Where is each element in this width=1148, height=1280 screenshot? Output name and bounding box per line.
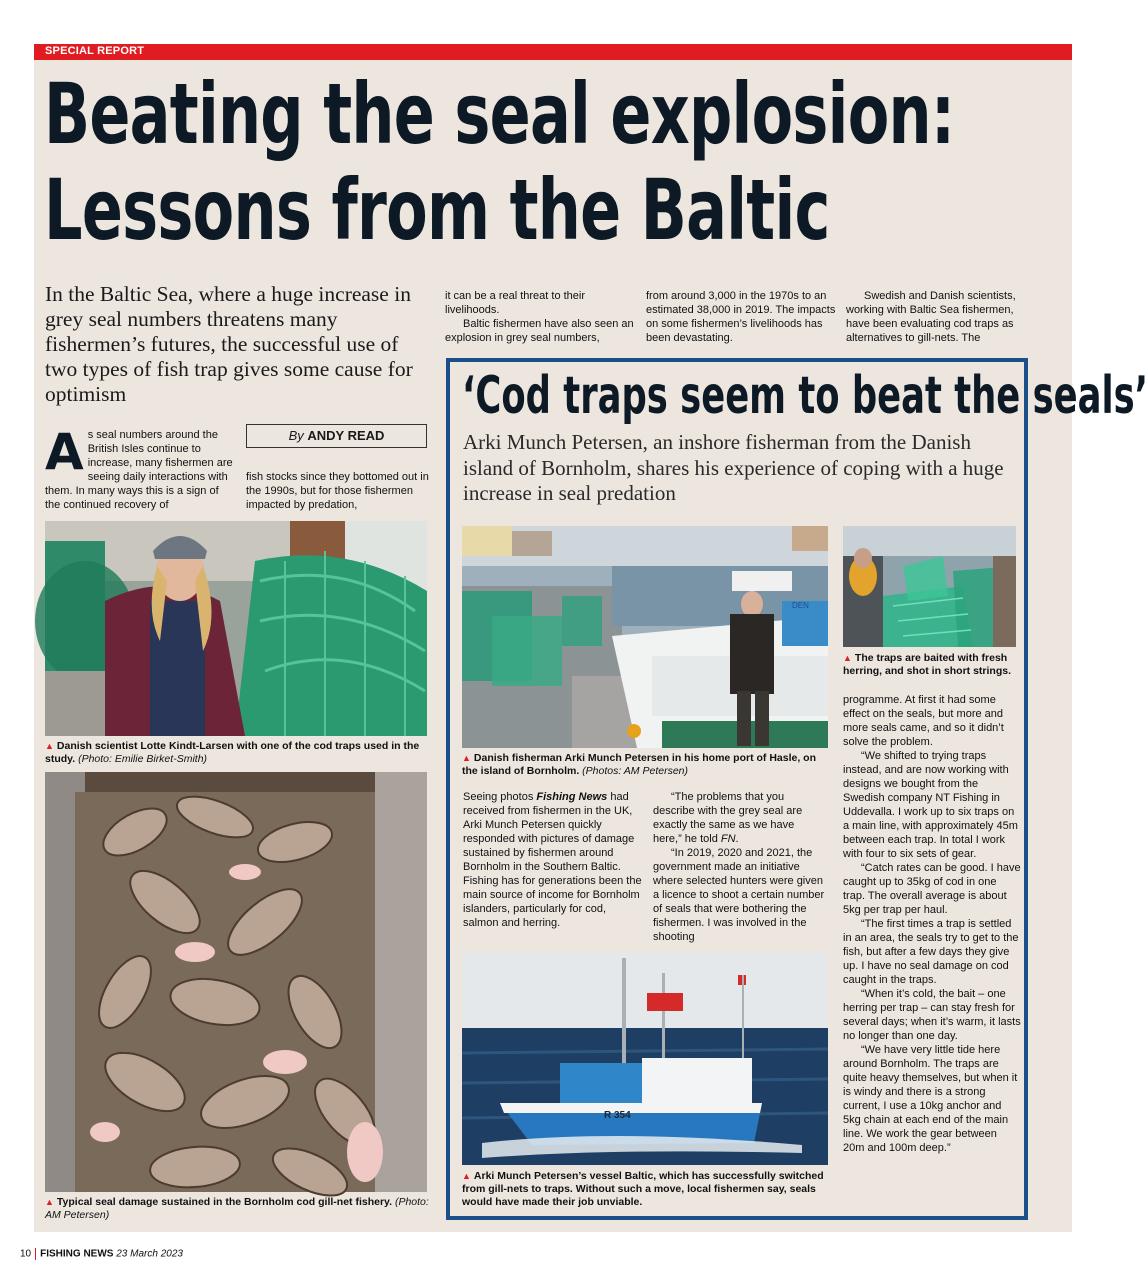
intro-col3-p1: it can be a real threat to their livelihoods. <box>445 290 586 316</box>
interview-col1-p1 <box>463 790 643 930</box>
photo-cod-illustration <box>45 772 427 1192</box>
interview-col2-p1-b: . <box>735 833 739 845</box>
headline-line-1: Beating the seal explosion: <box>44 65 955 163</box>
photo-scientist-illustration <box>45 521 427 736</box>
issue-date: 23 March 2023 <box>116 1248 183 1260</box>
interview-col2-p1-a: “The problems that you describe with the grey seal are exactly the same as we have here,” he told <box>653 791 803 845</box>
vessel-registration-text: R 354 <box>604 1110 631 1121</box>
caption-seal-damage-text: Typical seal damage sustained in the Bornholm cod gill-net fishery. <box>56 1196 393 1208</box>
photo-vessel-baltic <box>462 953 828 1165</box>
photo-scientist-with-trap <box>45 521 427 736</box>
standfirst: In the Baltic Sea, where a huge increase in grey seal numbers threatens many fishermen’s futures, the successful use of two types of fish trap gives some cause for optimism <box>45 282 413 406</box>
publication-name: FISHING NEWS <box>40 1248 114 1260</box>
caption-fisherman-text: Danish fisherman Arki Munch Petersen in his home port of Hasle, on the island of Bornholm. <box>462 752 817 777</box>
interview-col3-p1: programme. At first it had some effect on the seals, but more and more seals came, and so it didn’t solve the problem. <box>843 694 1004 748</box>
photo-seal-damaged-cod <box>45 772 427 1192</box>
caption-marker-icon: ▲ <box>843 653 852 663</box>
intro-column-3 <box>445 289 637 345</box>
drop-cap: A <box>45 423 84 481</box>
byline <box>246 424 427 448</box>
interview-col3-p4: “The first times a trap is settled in an area, the seals try to get to the fish, but after a few days they give up. I have no seal damage on cod caught in the traps. <box>843 918 1019 986</box>
intro-col1-text: s seal numbers around the British Isles continue to increase, many fishermen are seeing daily interactions with them. In many ways this is a sign of the continued recovery of <box>45 429 233 511</box>
caption-scientist-credit: (Photo: Emilie Birket-Smith) <box>78 753 208 765</box>
footer-separator <box>35 1248 36 1260</box>
photo-harbour-illustration <box>462 526 828 748</box>
caption-marker-icon: ▲ <box>462 1171 471 1181</box>
interview-column-2 <box>653 790 825 944</box>
caption-vessel-text: Arki Munch Petersen’s vessel Baltic, which has successfully switched from gill-nets to traps. Without such a move, local fishermen say, seals would have made their job unviable. <box>462 1170 824 1208</box>
intro-column-4 <box>646 289 836 345</box>
photo-vessel-illustration <box>462 953 828 1165</box>
interview-title: ‘Cod traps seem to beat the seals’ <box>462 366 1148 426</box>
intro-column-1 <box>45 423 233 512</box>
caption-marker-icon: ▲ <box>45 1197 54 1207</box>
caption-marker-icon: ▲ <box>462 753 471 763</box>
byline-prefix: By <box>288 428 304 443</box>
photo-traps-illustration <box>843 526 1016 647</box>
intro-column-5 <box>846 289 1032 345</box>
interview-col3-p6: “We have very little tide here around Bornholm. The traps are quite heavy themselves, but when it is windy and there is a strong current, I use a 10kg anchor and 5kg chain at each end of the main line. We work the gear between 20m and 100m deep.” <box>843 1044 1018 1154</box>
headline <box>44 65 955 259</box>
caption-traps <box>843 652 1019 678</box>
interview-col2-p1 <box>653 790 825 846</box>
caption-scientist-text: Danish scientist Lotte Kindt-Larsen with one of the cod traps used in the study. <box>45 740 420 765</box>
interview-col3-p3: “Catch rates can be good. I have caught up to 35kg of cod in one trap. The overall average is about 5kg per trap per haul. <box>843 862 1021 916</box>
caption-seal-damage <box>45 1196 430 1222</box>
intro-col2-text: fish stocks since they bottomed out in the 1990s, but for those fishermen impacted by predation, <box>246 471 429 511</box>
interview-col2-p2: “In 2019, 2020 and 2021, the government made an initiative where selected hunters were given a licence to shoot a certain number of seals that were bothering the fishermen. I was involved in the shooting <box>653 847 825 943</box>
interview-col2-fn: FN <box>720 833 736 845</box>
caption-traps-text: The traps are baited with fresh herring, and shot in short strings. <box>843 652 1012 677</box>
photo-traps-on-deck <box>843 526 1016 647</box>
interview-col1-p1-b: had received from fishermen in the UK, Arki Munch Petersen quickly responded with pictures of damage sustained by fishermen around Bornholm in the Southern Baltic. Fishing has for generations been the main source of income for Bornholm islanders, particularly for cod, salmon and herring. <box>463 791 642 929</box>
caption-fisherman-credit: (Photos: AM Petersen) <box>582 765 688 777</box>
caption-vessel <box>462 1170 828 1209</box>
byline-name: ANDY READ <box>307 428 385 443</box>
intro-col3-p2: Baltic fishermen have also seen an explosion in grey seal numbers, <box>445 318 634 344</box>
boat-sign-text: DEN <box>792 601 809 610</box>
caption-fisherman <box>462 752 828 778</box>
caption-scientist <box>45 740 430 766</box>
section-band <box>34 44 1072 60</box>
interview-column-1 <box>463 790 643 930</box>
interview-col1-p1-a: Seeing photos <box>463 791 537 803</box>
photo-fisherman-harbour <box>462 526 828 748</box>
interview-standfirst: Arki Munch Petersen, an inshore fisherman from the Danish island of Bornholm, shares his experience of coping with a huge increase in seal predation <box>463 430 1004 505</box>
caption-seal-damage-credit: (Photo: AM Petersen) <box>45 1196 429 1221</box>
interview-col3-p2: “We shifted to trying traps instead, and are now working with designs we bought from the Swedish company NT Fishing in Uddevalla. I work up to six traps on a main line, with approximately 45m between each trap. In total I work with four to six sets of gear. <box>843 750 1018 860</box>
caption-marker-icon: ▲ <box>45 741 54 751</box>
page-footer <box>20 1248 183 1260</box>
page-number: 10 <box>20 1248 32 1260</box>
intro-col4-p1: from around 3,000 in the 1970s to an estimated 38,000 in 2019. The impacts on some fishermen’s livelihoods has been devastating. <box>646 290 836 344</box>
headline-line-2: Lessons from the Baltic <box>44 161 830 259</box>
intro-col5-p1: Swedish and Danish scientists, working with Baltic Sea fishermen, have been evaluating cod traps as alternatives to gill-nets. The <box>846 290 1016 344</box>
intro-column-2 <box>246 470 431 512</box>
section-label: SPECIAL REPORT <box>45 45 145 57</box>
interview-column-3 <box>843 693 1021 1155</box>
interview-col1-publication: Fishing News <box>536 791 608 803</box>
interview-col3-p5: “When it’s cold, the bait – one herring per trap – can stay fresh for several days; when it’s warm, it lasts no longer than one day. <box>843 988 1021 1042</box>
